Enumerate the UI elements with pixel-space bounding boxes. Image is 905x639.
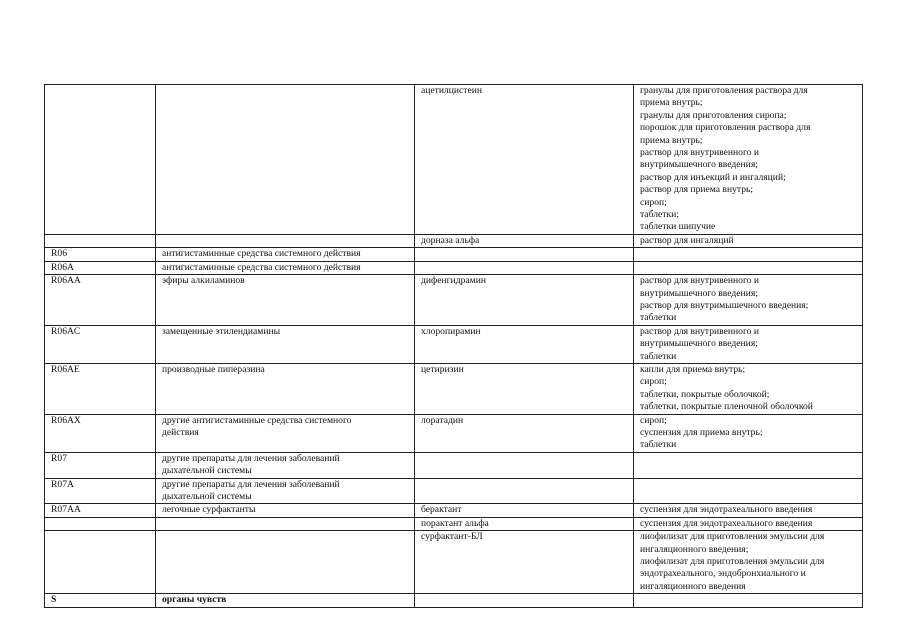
atc-code-cell <box>45 234 156 247</box>
atc-code: R07AA <box>51 504 81 516</box>
atc-code: R06A <box>51 261 74 273</box>
group-name-line: дыхательной системы <box>162 465 252 477</box>
table-row <box>45 531 863 594</box>
dosage-forms-cell <box>634 234 863 247</box>
atc-code: R06AE <box>51 363 80 375</box>
group-name-cell <box>156 478 415 504</box>
table-row <box>45 275 863 326</box>
drug-name-cell <box>415 275 634 326</box>
dosage-form-line: ингаляционного введения; <box>640 543 749 555</box>
atc-code: R06AX <box>51 414 81 426</box>
dosage-forms-cell <box>634 478 863 504</box>
table-body <box>45 85 863 608</box>
group-name-cell <box>156 452 415 478</box>
table-row <box>45 234 863 247</box>
dosage-form-line: гранулы для приготовления сиропа; <box>640 109 787 121</box>
group-name-line: легочные сурфактанты <box>162 504 256 516</box>
atc-code-cell <box>45 363 156 414</box>
dosage-form-line: сироп; <box>640 376 667 388</box>
atc-code: S <box>51 594 57 606</box>
table-row <box>45 594 863 607</box>
drug-name: хлоропирамин <box>421 325 481 337</box>
table-row <box>45 261 863 274</box>
atc-code: R06AC <box>51 325 81 337</box>
drug-name-cell <box>415 234 634 247</box>
dosage-form-line: гранулы для приготовления раствора для <box>640 85 808 96</box>
dosage-form-line: эндотрахеального, эндобронхиального и <box>640 568 806 580</box>
group-name-line: антигистаминные средства системного действия <box>162 261 361 273</box>
drug-name-cell <box>415 594 634 607</box>
dosage-forms-cell <box>634 517 863 530</box>
group-name-line: другие препараты для лечения заболеваний <box>162 478 340 490</box>
dosage-forms-cell <box>634 325 863 363</box>
dosage-form-line: суспензия для приема внутрь; <box>640 426 763 438</box>
group-name-line: производные пиперазина <box>162 363 265 375</box>
dosage-form-line: капли для приема внутрь; <box>640 363 746 375</box>
drug-name: лоратадин <box>421 414 464 426</box>
dosage-form-line: таблетки, покрытые пленочной оболочкой <box>640 401 813 413</box>
group-name-cell <box>156 531 415 594</box>
drug-name-cell <box>415 85 634 235</box>
group-name-cell <box>156 275 415 326</box>
dosage-form-line: таблетки, покрытые оболочкой; <box>640 388 770 400</box>
group-name-cell <box>156 517 415 530</box>
dosage-forms-cell <box>634 261 863 274</box>
atc-code-cell <box>45 85 156 235</box>
dosage-form-line: раствор для внутривенного и <box>640 147 759 159</box>
dosage-form-line: таблетки <box>640 312 677 324</box>
table-row <box>45 452 863 478</box>
group-name-line: органы чувств <box>162 594 227 606</box>
dosage-form-line: раствор для ингаляций <box>640 234 734 246</box>
table-row <box>45 248 863 261</box>
drug-name-cell <box>415 452 634 478</box>
dosage-form-line: раствор для инъекций и ингаляций; <box>640 171 786 183</box>
atc-code: R07A <box>51 478 74 490</box>
atc-code-cell <box>45 275 156 326</box>
group-name-cell <box>156 504 415 517</box>
drug-name-cell <box>415 504 634 517</box>
atc-code-cell <box>45 261 156 274</box>
dosage-form-line: суспензия для эндотрахеального введения <box>640 504 813 516</box>
group-name-cell <box>156 363 415 414</box>
drug-name-cell <box>415 261 634 274</box>
dosage-form-line: ингаляционного введения <box>640 580 746 592</box>
dosage-form-line: приема внутрь; <box>640 134 703 146</box>
drug-name: дифенгидрамин <box>421 275 486 287</box>
atc-code: R07 <box>51 452 67 464</box>
dosage-form-line: таблетки <box>640 439 677 451</box>
atc-code-cell <box>45 414 156 452</box>
drug-name-cell <box>415 531 634 594</box>
table-row <box>45 517 863 530</box>
dosage-form-line: раствор для внутривенного и <box>640 275 759 287</box>
dosage-form-line: раствор для внутривенного и <box>640 325 759 337</box>
dosage-form-line: таблетки шипучие <box>640 221 716 233</box>
dosage-form-line: внутримышечного введения; <box>640 338 758 350</box>
dosage-forms-cell <box>634 248 863 261</box>
dosage-forms-cell <box>634 452 863 478</box>
dosage-form-line: внутримышечного введения; <box>640 287 758 299</box>
group-name-line: другие антигистаминные средства системного <box>162 414 352 426</box>
table-row <box>45 504 863 517</box>
dosage-forms-cell <box>634 414 863 452</box>
atc-code-cell <box>45 452 156 478</box>
atc-code-cell <box>45 478 156 504</box>
atc-code-cell <box>45 504 156 517</box>
group-name-cell <box>156 594 415 607</box>
dosage-form-line: таблетки <box>640 350 677 362</box>
group-name-cell <box>156 248 415 261</box>
dosage-form-line: сироп; <box>640 196 667 208</box>
table-row <box>45 85 863 235</box>
dosage-form-line: суспензия для эндотрахеального введения <box>640 517 813 529</box>
drug-name-cell <box>415 248 634 261</box>
atc-code-cell <box>45 594 156 607</box>
dosage-forms-cell <box>634 504 863 517</box>
dosage-form-line: раствор для внутримышечного введения; <box>640 299 809 311</box>
dosage-form-line: сироп; <box>640 414 667 426</box>
group-name-line: другие препараты для лечения заболеваний <box>162 452 340 464</box>
group-name-line: эфиры алкиламинов <box>162 275 245 287</box>
atc-code-cell <box>45 325 156 363</box>
table-row <box>45 478 863 504</box>
dosage-forms-cell <box>634 275 863 326</box>
atc-code-cell <box>45 531 156 594</box>
drug-name: дорназа альфа <box>421 234 480 246</box>
drug-name-cell <box>415 363 634 414</box>
atc-code-cell <box>45 517 156 530</box>
group-name-cell <box>156 414 415 452</box>
dosage-form-line: таблетки; <box>640 209 679 221</box>
dosage-form-line: внутримышечного введения; <box>640 159 758 171</box>
drug-name: сурфактант-БЛ <box>421 531 483 543</box>
group-name-cell <box>156 234 415 247</box>
dosage-form-line: порошок для приготовления раствора для <box>640 122 811 134</box>
group-name-line: дыхательной системы <box>162 491 252 502</box>
table-row <box>45 414 863 452</box>
medication-table <box>44 84 863 608</box>
drug-name: ацетилцистеин <box>421 85 483 96</box>
group-name-cell <box>156 325 415 363</box>
drug-name-cell <box>415 414 634 452</box>
dosage-forms-cell <box>634 85 863 235</box>
dosage-form-line: лиофилизат для приготовления эмульсии для <box>640 556 825 568</box>
dosage-form-line: приема внутрь; <box>640 97 703 109</box>
group-name-line: замещенные этилендиамины <box>162 325 281 337</box>
atc-code: R06 <box>51 248 67 260</box>
drug-name-cell <box>415 517 634 530</box>
dosage-forms-cell <box>634 363 863 414</box>
drug-name-cell <box>415 325 634 363</box>
drug-name: берактант <box>421 504 462 516</box>
dosage-form-line: раствор для приема внутрь; <box>640 184 754 196</box>
dosage-form-line: лиофилизат для приготовления эмульсии для <box>640 531 825 543</box>
drug-name: порактант альфа <box>421 517 489 529</box>
group-name-line: антигистаминные средства системного действия <box>162 248 361 260</box>
dosage-forms-cell <box>634 531 863 594</box>
table-row <box>45 363 863 414</box>
group-name-line: действия <box>162 426 199 438</box>
table-row <box>45 325 863 363</box>
atc-code-cell <box>45 248 156 261</box>
atc-code: R06AA <box>51 275 81 287</box>
group-name-cell <box>156 85 415 235</box>
dosage-forms-cell <box>634 594 863 607</box>
group-name-cell <box>156 261 415 274</box>
drug-name: цетиризин <box>421 363 464 375</box>
drug-name-cell <box>415 478 634 504</box>
